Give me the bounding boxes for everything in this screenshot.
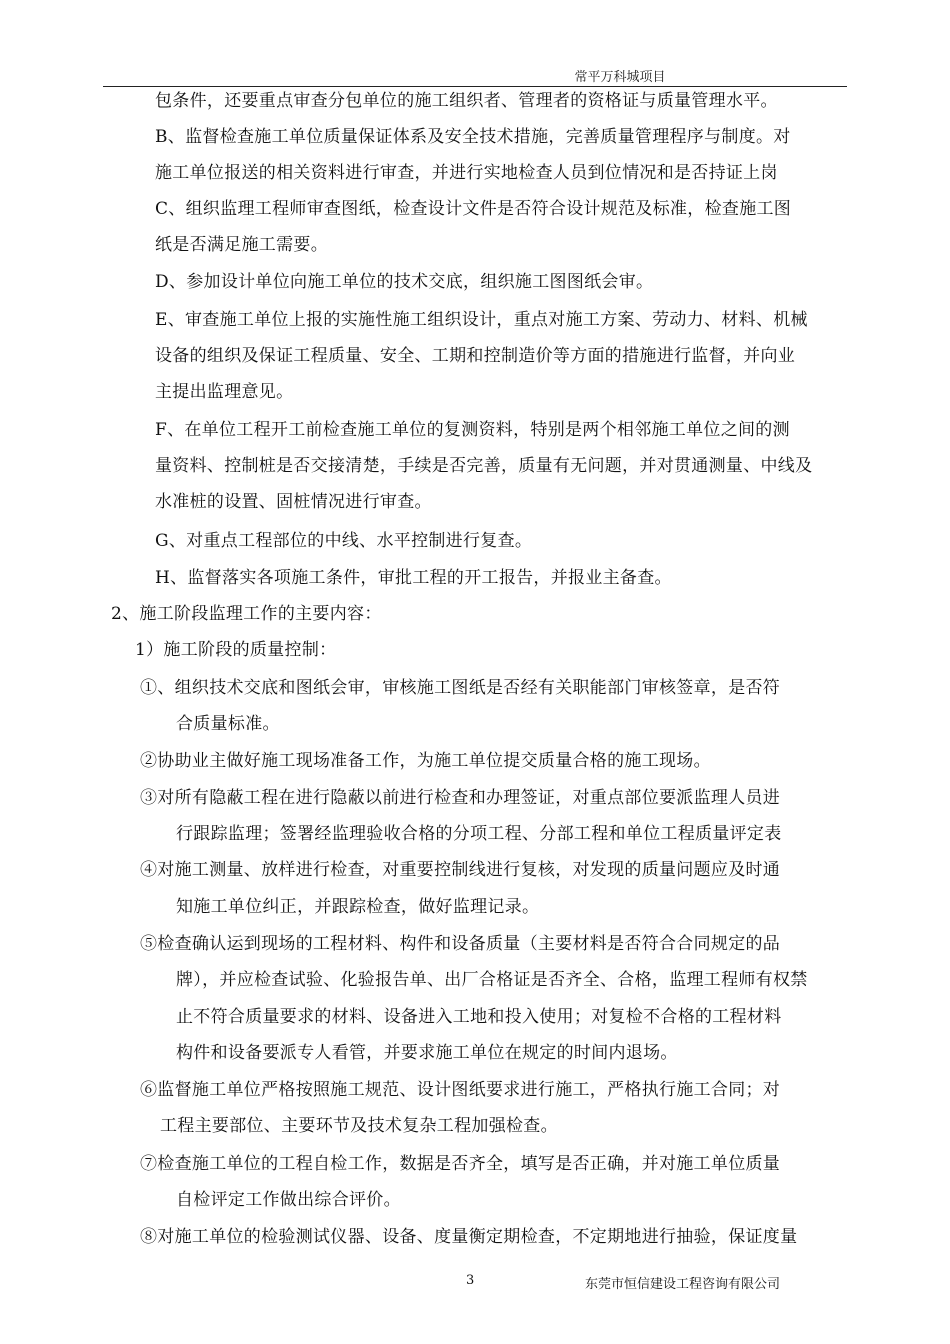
section-heading: 2、施工阶段监理工作的主要内容： xyxy=(111,604,382,624)
body-line: ③对所有隐蔽工程在进行隐蔽以前进行检查和办理签证，对重点部位要派监理人员进 xyxy=(140,788,781,808)
footer-company: 东莞市恒信建设工程咨询有限公司 xyxy=(585,1277,781,1292)
body-line: 水准桩的设置、固桩情况进行审查。 xyxy=(155,492,432,512)
page-number: 3 xyxy=(466,1273,475,1288)
body-line: 包条件，还要重点审查分包单位的施工组织者、管理者的资格证与质量管理水平。 xyxy=(155,91,778,111)
body-line: ④对施工测量、放样进行检查，对重要控制线进行复核，对发现的质量问题应及时通 xyxy=(140,860,781,880)
body-line: 止不符合质量要求的材料、设备进入工地和投入使用；对复检不合格的工程材料 xyxy=(176,1007,782,1027)
body-line: ⑥监督施工单位严格按照施工规范、设计图纸要求进行施工，严格执行施工合同；对 xyxy=(140,1080,781,1100)
body-line: ⑧对施工单位的检验测试仪器、设备、度量衡定期检查，不定期地进行抽验，保证度量 xyxy=(140,1227,798,1247)
body-line: H、监督落实各项施工条件，审批工程的开工报告，并报业主备查。 xyxy=(155,568,672,588)
body-line: 量资料、控制桩是否交接清楚，手续是否完善，质量有无问题，并对贯通测量、中线及 xyxy=(155,456,813,476)
page-header-title: 常平万科城项目 xyxy=(574,70,666,85)
body-line: 合质量标准。 xyxy=(176,714,280,734)
body-line: 自检评定工作做出综合评价。 xyxy=(176,1190,401,1210)
header-rule xyxy=(103,86,847,87)
body-line: 施工单位报送的相关资料进行审查，并进行实地检查人员到位情况和是否持证上岗 xyxy=(155,163,778,183)
body-line: D、参加设计单位向施工单位的技术交底，组织施工图图纸会审。 xyxy=(155,272,654,292)
body-line: G、对重点工程部位的中线、水平控制进行复查。 xyxy=(155,531,533,551)
body-line: ⑦检查施工单位的工程自检工作，数据是否齐全，填写是否正确，并对施工单位质量 xyxy=(140,1154,781,1174)
body-line: 设备的组织及保证工程质量、安全、工期和控制造价等方面的措施进行监督，并向业 xyxy=(155,346,796,366)
body-line: ⑤检查确认运到现场的工程材料、构件和设备质量（主要材料是否符合合同规定的品 xyxy=(140,934,781,954)
body-line: 工程主要部位、主要环节及技术复杂工程加强检查。 xyxy=(160,1116,558,1136)
body-line: ②协助业主做好施工现场准备工作，为施工单位提交质量合格的施工现场。 xyxy=(140,751,711,771)
body-line: 知施工单位纠正，并跟踪检查，做好监理记录。 xyxy=(176,897,540,917)
body-line: 牌），并应检查试验、化验报告单、出厂合格证是否齐全、合格，监理工程师有权禁 xyxy=(176,970,808,990)
body-line: 行跟踪监理；签署经监理验收合格的分项工程、分部工程和单位工程质量评定表 xyxy=(176,824,782,844)
body-line: C、组织监理工程师审查图纸，检查设计文件是否符合设计规范及标准，检查施工图 xyxy=(155,199,792,219)
body-line: B、监督检查施工单位质量保证体系及安全技术措施，完善质量管理程序与制度。对 xyxy=(155,127,791,147)
body-line: ①、组织技术交底和图纸会审，审核施工图纸是否经有关职能部门审核签章，是否符 xyxy=(140,678,781,698)
body-line: 构件和设备要派专人看管，并要求施工单位在规定的时间内退场。 xyxy=(176,1043,678,1063)
body-line: 主提出监理意见。 xyxy=(155,382,294,402)
body-line: 纸是否满足施工需要。 xyxy=(155,235,328,255)
subsection-heading: 1）施工阶段的质量控制： xyxy=(135,640,337,660)
body-line: F、在单位工程开工前检查施工单位的复测资料，特别是两个相邻施工单位之间的测 xyxy=(155,420,790,440)
body-line: E、审查施工单位上报的实施性施工组织设计，重点对施工方案、劳动力、材料、机械 xyxy=(155,310,808,330)
